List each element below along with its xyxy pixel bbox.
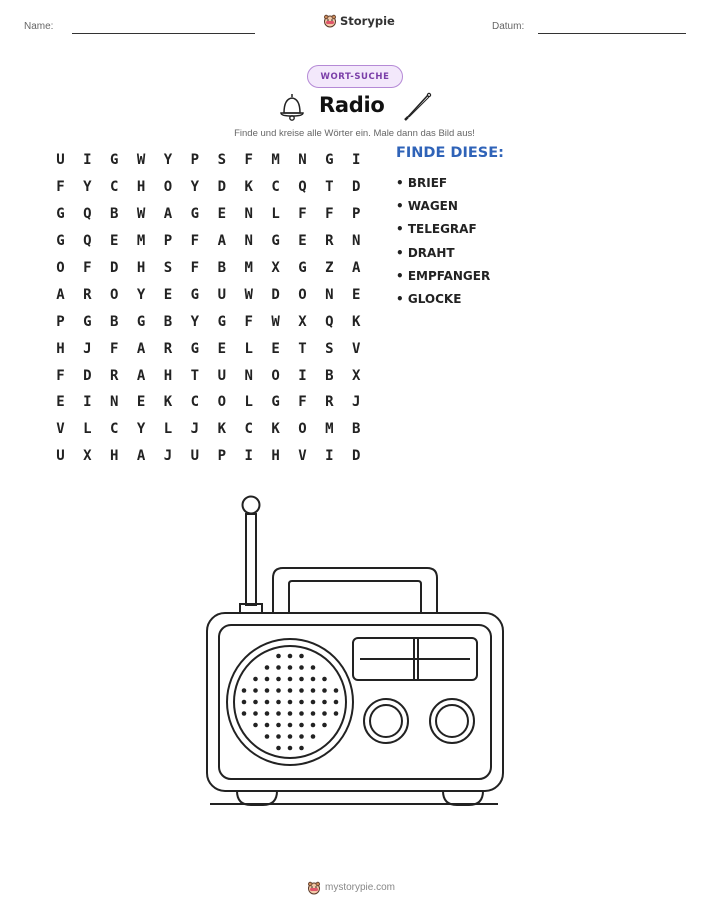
grid-cell: A xyxy=(163,206,173,223)
grid-row xyxy=(47,201,370,228)
grid-cell: X xyxy=(83,448,92,465)
grid-cell: E xyxy=(136,394,146,411)
grid-cell: X xyxy=(271,260,280,276)
speaker-hole xyxy=(276,665,281,670)
word-list-title: FINDE DIESE: xyxy=(396,145,504,161)
grid-cell: I xyxy=(325,448,334,465)
grid-row xyxy=(47,416,370,443)
grid-cell: N xyxy=(244,367,253,384)
speaker-hole xyxy=(276,711,281,716)
grid-cell: P xyxy=(56,313,65,330)
speaker-hole xyxy=(299,665,304,670)
grid-cell: D xyxy=(352,179,361,196)
grid-cell: T xyxy=(298,340,307,357)
grid-cell: G xyxy=(217,313,226,330)
brand-logo xyxy=(323,13,395,28)
speaker-hole xyxy=(276,677,281,682)
grid-cell: F xyxy=(190,260,200,276)
speaker-hole xyxy=(288,746,293,751)
grid-cell: P xyxy=(352,206,361,223)
speaker-hole xyxy=(311,665,316,670)
speaker-hole xyxy=(334,700,339,705)
grid-cell: U xyxy=(56,448,65,465)
grid-cell: J xyxy=(163,448,173,465)
grid-cell: G xyxy=(83,313,92,330)
speaker-hole xyxy=(265,734,270,739)
speaker-hole xyxy=(299,677,304,682)
radio-illustration xyxy=(200,490,510,810)
grid-cell: H xyxy=(56,340,65,357)
speaker-hole xyxy=(322,711,327,716)
grid-cell: P xyxy=(163,233,173,250)
grid-cell: U xyxy=(190,448,200,465)
grid-cell: B xyxy=(217,260,226,276)
grid-cell: H xyxy=(136,179,146,196)
grid-cell: C xyxy=(271,179,280,196)
grid-cell: F xyxy=(83,260,92,276)
grid-cell: K xyxy=(163,394,173,411)
grid-cell: I xyxy=(83,152,92,169)
speaker-hole xyxy=(276,746,281,751)
grid-cell: C xyxy=(110,179,119,196)
page-title: Radio xyxy=(319,93,385,117)
word-list-item: • WAGEN xyxy=(396,198,458,213)
grid-cell: J xyxy=(83,340,92,357)
grid-cell: L xyxy=(271,206,280,223)
grid-cell: D xyxy=(217,179,226,196)
grid-cell: I xyxy=(298,367,307,384)
speaker-hole xyxy=(265,688,270,693)
grid-cell: G xyxy=(190,206,200,223)
speaker-hole xyxy=(311,677,316,682)
grid-cell: T xyxy=(325,179,334,196)
grid-cell: G xyxy=(190,340,200,357)
grid-cell: F xyxy=(325,206,334,223)
speaker-hole xyxy=(265,711,270,716)
speaker-hole xyxy=(288,665,293,670)
grid-cell: W xyxy=(136,152,146,169)
speaker-hole xyxy=(288,734,293,739)
speaker-hole xyxy=(288,711,293,716)
grid-cell: A xyxy=(352,260,361,276)
grid-row xyxy=(47,174,370,201)
grid-cell: Y xyxy=(83,179,92,196)
grid-cell: V xyxy=(56,421,65,438)
letter-grid xyxy=(47,147,370,470)
grid-cell: G xyxy=(136,313,146,330)
grid-cell: P xyxy=(217,448,226,465)
grid-cell: L xyxy=(244,340,253,357)
grid-cell: M xyxy=(136,233,146,250)
word-list-item: • BRIEF xyxy=(396,175,448,190)
grid-cell: R xyxy=(83,286,92,303)
grid-cell: P xyxy=(190,152,200,169)
grid-cell: U xyxy=(217,286,226,303)
grid-cell: S xyxy=(217,152,226,169)
grid-cell: A xyxy=(217,233,226,250)
grid-cell: E xyxy=(163,286,173,303)
grid-cell: D xyxy=(110,260,119,276)
grid-cell: A xyxy=(136,448,146,465)
grid-cell: K xyxy=(217,421,226,438)
footer xyxy=(307,880,395,895)
storypie-logo-icon xyxy=(323,13,337,28)
grid-cell: B xyxy=(163,313,173,330)
grid-cell: F xyxy=(298,206,307,223)
antenna-icon xyxy=(402,91,434,123)
grid-row xyxy=(47,362,370,389)
grid-cell: X xyxy=(298,313,307,330)
grid-cell: M xyxy=(244,260,253,276)
grid-cell: Y xyxy=(136,286,146,303)
brand-name: Storypie xyxy=(340,13,395,28)
grid-cell: N xyxy=(110,394,119,411)
grid-cell: F xyxy=(110,340,119,357)
grid-cell: T xyxy=(190,367,200,384)
speaker-hole xyxy=(299,700,304,705)
category-badge: WORT-SUCHE xyxy=(307,65,403,88)
name-line xyxy=(72,33,255,34)
speaker-hole xyxy=(265,723,270,728)
grid-cell: R xyxy=(325,394,334,411)
grid-cell: Q xyxy=(325,313,334,330)
grid-cell: U xyxy=(217,367,226,384)
speaker-hole xyxy=(288,688,293,693)
grid-cell: Q xyxy=(298,179,307,196)
grid-cell: N xyxy=(298,152,307,169)
speaker-hole xyxy=(299,746,304,751)
grid-cell: D xyxy=(271,286,280,303)
grid-row xyxy=(47,147,370,174)
speaker-hole xyxy=(242,688,247,693)
grid-cell: M xyxy=(271,152,280,169)
grid-cell: O xyxy=(271,367,280,384)
title-row xyxy=(0,91,709,123)
grid-row xyxy=(47,443,370,470)
grid-cell: D xyxy=(83,367,92,384)
speaker-hole xyxy=(322,700,327,705)
grid-row xyxy=(47,335,370,362)
grid-cell: G xyxy=(56,233,65,250)
grid-cell: B xyxy=(110,206,119,223)
speaker-hole xyxy=(265,677,270,682)
grid-cell: I xyxy=(83,394,92,411)
speaker-hole xyxy=(265,665,270,670)
speaker-hole xyxy=(299,734,304,739)
bell-icon xyxy=(277,91,307,123)
speaker-hole xyxy=(242,711,247,716)
grid-cell: W xyxy=(244,286,253,303)
grid-cell: O xyxy=(110,286,119,303)
grid-cell: C xyxy=(244,421,253,438)
grid-cell: A xyxy=(136,367,146,384)
grid-cell: E xyxy=(217,340,226,357)
speaker-hole xyxy=(299,711,304,716)
speaker-hole xyxy=(253,677,258,682)
speaker-hole xyxy=(276,700,281,705)
grid-cell: O xyxy=(56,260,65,276)
speaker-hole xyxy=(288,723,293,728)
grid-cell: V xyxy=(352,340,361,357)
speaker-hole xyxy=(311,711,316,716)
speaker-hole xyxy=(299,654,304,659)
speaker-hole xyxy=(276,734,281,739)
grid-cell: F xyxy=(190,233,200,250)
word-list-item: • TELEGRAF xyxy=(396,222,477,237)
grid-cell: Q xyxy=(83,206,92,223)
date-label: Datum: xyxy=(492,21,525,32)
grid-cell: Y xyxy=(190,313,200,330)
grid-cell: W xyxy=(136,206,146,223)
grid-cell: S xyxy=(325,340,334,357)
speaker-hole xyxy=(253,711,258,716)
speaker-hole xyxy=(299,688,304,693)
grid-cell: H xyxy=(136,260,146,276)
grid-cell: G xyxy=(298,260,307,276)
speaker-hole xyxy=(322,677,327,682)
grid-cell: I xyxy=(244,448,253,465)
storypie-logo-icon xyxy=(307,880,321,895)
speaker-hole xyxy=(311,700,316,705)
name-label: Name: xyxy=(24,21,54,32)
speaker-hole xyxy=(242,700,247,705)
grid-row xyxy=(47,228,370,255)
word-list xyxy=(396,171,490,311)
grid-cell: Y xyxy=(163,152,173,169)
grid-cell: R xyxy=(163,340,173,357)
speaker-hole xyxy=(322,723,327,728)
grid-cell: K xyxy=(352,313,361,330)
speaker-hole xyxy=(311,723,316,728)
grid-cell: B xyxy=(325,367,334,384)
grid-cell: K xyxy=(244,179,253,196)
speaker-hole xyxy=(288,654,293,659)
grid-cell: O xyxy=(217,394,226,411)
speaker-hole xyxy=(253,700,258,705)
grid-cell: F xyxy=(56,367,65,384)
grid-cell: B xyxy=(110,313,119,330)
grid-cell: G xyxy=(271,233,280,250)
grid-cell: N xyxy=(244,206,253,223)
grid-cell: F xyxy=(244,152,253,169)
date-line xyxy=(538,33,686,34)
grid-cell: C xyxy=(190,394,200,411)
grid-cell: S xyxy=(163,260,173,276)
speaker-hole xyxy=(334,711,339,716)
speaker-hole xyxy=(276,688,281,693)
word-list-item: • EMPFANGER xyxy=(396,268,491,283)
grid-cell: O xyxy=(298,286,307,303)
grid-cell: C xyxy=(110,421,119,438)
grid-cell: V xyxy=(298,448,307,465)
word-list-item: • GLOCKE xyxy=(396,292,462,307)
grid-row xyxy=(47,255,370,282)
grid-cell: R xyxy=(325,233,334,250)
grid-cell: Q xyxy=(83,233,92,250)
grid-cell: A xyxy=(136,340,146,357)
grid-cell: N xyxy=(244,233,253,250)
grid-cell: J xyxy=(352,394,361,411)
grid-row xyxy=(47,308,370,335)
grid-cell: E xyxy=(56,394,65,411)
grid-cell: G xyxy=(56,206,65,223)
grid-cell: H xyxy=(163,367,173,384)
grid-cell: L xyxy=(163,421,173,438)
grid-cell: L xyxy=(244,394,253,411)
grid-cell: W xyxy=(271,313,280,330)
grid-cell: B xyxy=(352,421,361,438)
grid-cell: E xyxy=(298,233,307,250)
grid-cell: G xyxy=(190,286,200,303)
grid-row xyxy=(47,389,370,416)
grid-cell: Y xyxy=(136,421,146,438)
grid-cell: U xyxy=(56,152,65,169)
grid-cell: I xyxy=(352,152,361,169)
speaker-hole xyxy=(334,688,339,693)
grid-cell: A xyxy=(56,286,65,303)
grid-cell: Z xyxy=(325,260,334,276)
grid-cell: E xyxy=(352,286,361,303)
grid-cell: K xyxy=(271,421,280,438)
grid-cell: R xyxy=(110,367,119,384)
speaker-hole xyxy=(311,688,316,693)
grid-cell: H xyxy=(271,448,280,465)
grid-cell: E xyxy=(217,206,226,223)
grid-cell: M xyxy=(325,421,334,438)
speaker-hole xyxy=(276,654,281,659)
grid-cell: F xyxy=(244,313,253,330)
grid-cell: N xyxy=(325,286,334,303)
grid-cell: G xyxy=(110,152,119,169)
footer-site: mystorypie.com xyxy=(325,882,396,893)
grid-cell: L xyxy=(83,421,92,438)
speaker-hole xyxy=(265,700,270,705)
grid-cell: F xyxy=(56,179,65,196)
speaker-hole xyxy=(253,723,258,728)
speaker-hole xyxy=(276,723,281,728)
instructions: Finde und kreise alle Wörter ein. Male dann das Bild aus! xyxy=(234,128,475,139)
speaker-hole xyxy=(322,688,327,693)
speaker-hole xyxy=(288,700,293,705)
grid-cell: O xyxy=(298,421,307,438)
grid-row xyxy=(47,281,370,308)
grid-cell: G xyxy=(325,152,334,169)
grid-cell: X xyxy=(352,367,361,384)
grid-cell: E xyxy=(110,233,119,250)
speaker-hole xyxy=(311,734,316,739)
grid-cell: E xyxy=(271,340,280,357)
grid-cell: O xyxy=(163,179,173,196)
grid-cell: D xyxy=(352,448,361,465)
speaker-hole xyxy=(299,723,304,728)
grid-cell: F xyxy=(298,394,307,411)
speaker-hole xyxy=(288,677,293,682)
grid-cell: N xyxy=(352,233,361,250)
grid-cell: H xyxy=(110,448,119,465)
grid-cell: G xyxy=(271,394,280,411)
word-list-item: • DRAHT xyxy=(396,245,455,260)
grid-cell: J xyxy=(190,421,200,438)
speaker-hole xyxy=(253,688,258,693)
grid-cell: Y xyxy=(190,179,200,196)
